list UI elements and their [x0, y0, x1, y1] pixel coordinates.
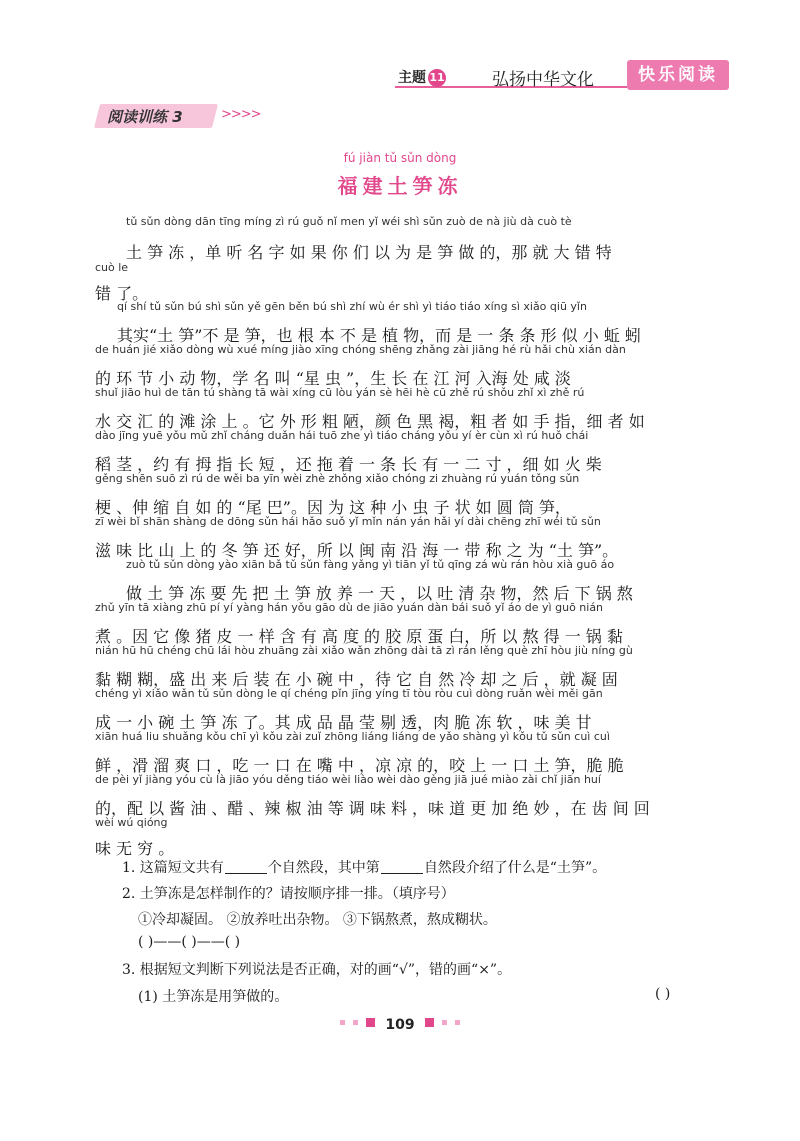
pinyin-line: zuò tǔ sǔn dòng yào xiān bǎ tǔ sǔn fàng yǎng yì tiān yǐ tǔ qīng zá wù rán hòu xià guō áo [126, 558, 615, 571]
text-line: 做 土 笋 冻 要 先 把 土 笋 放 养 一 天 ，以 吐 清 杂 物，然 后 下 锅 熬 [126, 584, 633, 603]
footer-dot [442, 1020, 447, 1025]
page-footer [0, 1014, 800, 1034]
text-line: 味 无 穷 。 [95, 839, 175, 858]
pinyin-line: gěng shēn suō zì rú de wěi ba yīn wèi zhè zhǒng xiǎo chóng zi zhuàng rú yuán tǒng sǔn [95, 472, 580, 485]
title-pinyin: fú jiàn tǔ sǔn dòng [343, 151, 457, 165]
pinyin-line: cuò le [95, 261, 129, 274]
banner-label-text: 阅读训练 [107, 108, 168, 126]
article-title: 福建土笋冻 [337, 174, 463, 198]
text-line: 的 环 节 小 动 物，学 名 叫 “星 虫 ”，生 长 在 江 河 入海 处 咸 淡 [95, 369, 571, 388]
pinyin-line: xiān huá liu shuǎng kǒu chī yì kǒu zài zuǐ zhōng liáng liáng de yǎo shàng yì kǒu tǔ sǔn cuì cuì [95, 730, 610, 743]
pinyin-line: wèi wú qióng [95, 816, 168, 829]
banner-label [107, 106, 183, 127]
text-line: 水 交 汇 的 滩 涂 上 。它 外 形 粗 陋，颜 色 黑 褐，粗 者 如 手 指，细 者 如 [95, 412, 645, 431]
text-line: 梗 、伸 缩 自 如 的 “尾 巴”。因 为 这 种 小 虫 子 状 如 圆 筒 笋， [95, 498, 571, 517]
question-2-options: ①冷却凝固。 ②放养吐出杂物。 ③下锅熬煮，熬成糊状。 [138, 912, 497, 928]
pinyin-line: qí shí tǔ sǔn bú shì sǔn yě gēn běn bú shì zhí wù ér shì yì tiáo tiáo xíng sì xiǎo qiū yǐn [117, 300, 587, 313]
q1-part3: 自然段介绍了什么是“土笋”。 [423, 860, 607, 876]
text-line: 成 一 小 碗 土 笋 冻 了。其 成 品 晶 莹 剔 透，肉 脆 冻 软 ，味 美 甘 [95, 713, 592, 732]
pinyin-line: de pèi yǐ jiàng yóu cù là jiāo yóu děng tiáo wèi liào wèi dào gèng jiā jué miào zài chǐ jiān huí [95, 773, 601, 786]
pinyin-line: de huán jié xiǎo dòng wù xué míng jiào xīng chóng shēng zhǎng zài jiāng hé rù hǎi chù xián dàn [95, 343, 626, 356]
pinyin-line: tǔ sǔn dòng dān tīng míng zì rú guǒ nǐ men yǐ wéi shì sǔn zuò de nà jiù dà cuò tè [126, 215, 572, 228]
text-line: 土 笋 冻 ，单 听 名 字 如 果 你 们 以 为 是 笋 做 的，那 就 大 错 特 [126, 243, 612, 262]
topic-number-badge: 11 [428, 69, 446, 87]
topic-label [398, 67, 446, 87]
page-header [0, 60, 800, 100]
page-number: 109 [385, 1017, 415, 1033]
question-2-sequence[interactable]: ( )——( )——( ) [138, 934, 241, 950]
pinyin-line: nián hū hū chéng chū lái hòu zhuāng zài xiǎo wǎn zhōng dài tā zì rán lěng què zhī hòu jiù níng gù [95, 644, 633, 657]
question-3-item-1: (1) 土笋冻是用笋做的。 [138, 989, 289, 1005]
footer-square [425, 1018, 434, 1027]
footer-dot [353, 1020, 358, 1025]
topic-label-text: 主题 [398, 70, 426, 86]
text-line: 煮 。因 它 像 猪 皮 一 样 含 有 高 度 的 胶 原 蛋 白，所 以 熬 得 一 锅 黏 [95, 627, 623, 646]
pinyin-line: shuǐ jiāo huì de tān tú shàng tā wài xíng cū lòu yán sè hēi hè cū zhě rú shǒu zhǐ xì zhě rú [95, 386, 585, 399]
pinyin-line: zī wèi bǐ shān shàng de dōng sǔn hái hǎo suǒ yǐ mǐn nán yán hǎi yí dài chēng zhī wéi tǔ sǔn [95, 515, 601, 528]
banner-arrows: >>>> [221, 107, 261, 122]
q1-part2: 个自然段，其中第 [267, 860, 380, 876]
pinyin-line: zhǔ yīn tā xiàng zhū pí yí yàng hán yǒu gāo dù de jiāo yuán dàn bái suǒ yǐ áo de yì guō nián [95, 601, 604, 614]
text-line: 鲜 ，滑 溜 爽 口 ，吃 一 口 在 嘴 中 ，凉 凉 的，咬 上 一 口 土 笋，脆 脆 [95, 756, 624, 775]
q1-blank-1[interactable] [225, 859, 267, 874]
text-line: 黏 糊 糊，盛 出 来 后 装 在 小 碗 中 ，待 它 自 然 冷 却 之 后 ，就 凝 固 [95, 670, 618, 689]
text-line: 其实“土 笋”不 是 笋，也 根 本 不 是 植 物，而 是 一 条 条 形 似 小 蚯 蚓 [117, 326, 641, 345]
text-line: 稻 茎 ，约 有 拇 指 长 短 ，还 拖 着 一 条 长 有 一 二 寸 ，细 如 火 柴 [95, 455, 602, 474]
question-2-stem: 2. 土笋冻是怎样制作的？请按顺序排一排。（填序号） [122, 886, 455, 902]
text-line: 的，配 以 酱 油 、醋 、辣 椒 油 等 调 味 料 ，味 道 更 加 绝 妙 ，在 齿 间 回 [95, 799, 650, 818]
question-3-item-1-answer[interactable]: ( ) [655, 986, 671, 1002]
q1-blank-2[interactable] [381, 859, 423, 874]
q1-part1: 1. 这篇短文共有 [122, 860, 224, 876]
banner-number: 3 [172, 108, 183, 126]
pinyin-line: dào jīng yuē yǒu mǔ zhǐ cháng duǎn hái tuō zhe yì tiáo cháng yǒu yí èr cùn xì rú huǒ chái [95, 429, 589, 442]
question-3-stem: 3. 根据短文判断下列说法是否正确，对的画“√”，错的画“×”。 [122, 962, 512, 978]
footer-dot [340, 1020, 345, 1025]
question-1 [122, 857, 606, 877]
pinyin-line: chéng yì xiǎo wǎn tǔ sǔn dòng le qí chéng pǐn jīng yíng tī tòu ròu cuì dòng ruǎn wèi měi gān [95, 687, 603, 700]
section-badge: 快乐阅读 [627, 60, 729, 90]
footer-dot [455, 1020, 460, 1025]
training-banner [97, 104, 261, 130]
footer-square [366, 1018, 375, 1027]
text-line: 错 了。 [95, 284, 149, 303]
text-line: 滋 味 比 山 上 的 冬 笋 还 好，所 以 闽 南 沿 海 一 带 称 之 为 “土 笋”。 [95, 541, 619, 560]
theme-title: 弘扬中华文化 [492, 70, 594, 90]
